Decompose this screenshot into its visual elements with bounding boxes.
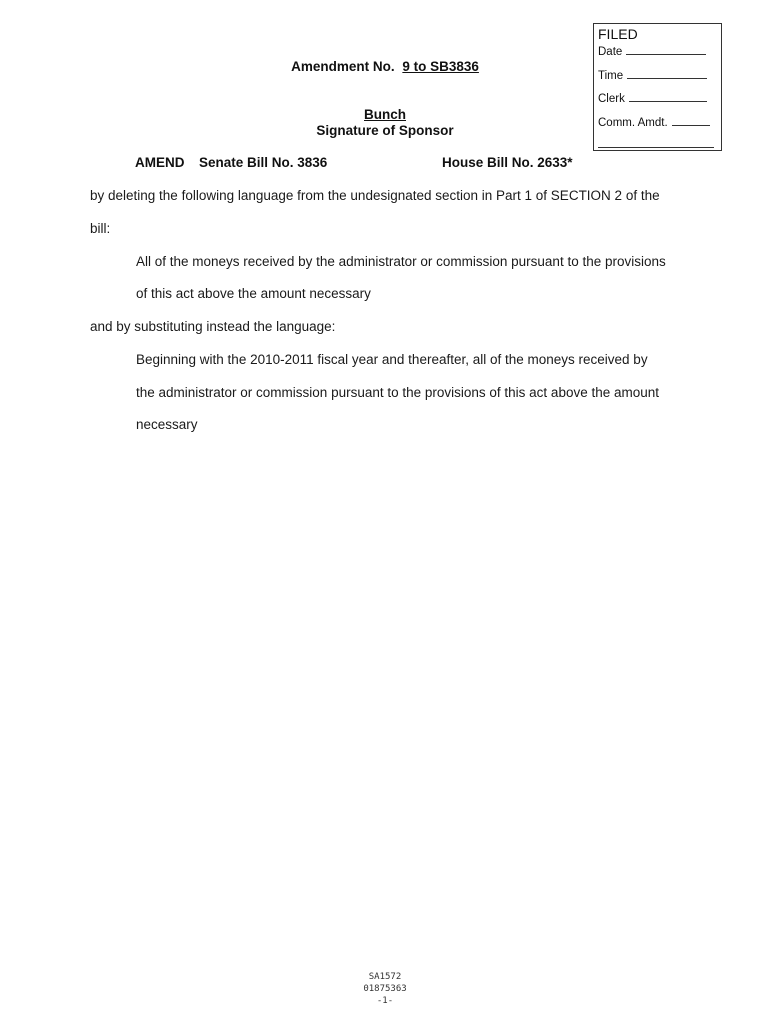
footer-code-1: SA1572	[368, 972, 402, 982]
instruction-line-1: by deleting the following language from the undesignated section in Part 1 of SECTION 2 of the	[90, 188, 660, 203]
amendment-prefix: Amendment No.	[291, 59, 395, 74]
new-text-line-2: the administrator or commission pursuant to the provisions of this act above the amount	[136, 385, 660, 400]
amend-word: AMEND	[135, 155, 185, 170]
filed-clerk-label: Clerk	[598, 93, 625, 105]
instruction-line-2: bill:	[90, 221, 111, 236]
filed-comm-amdt-label: Comm. Amdt.	[598, 117, 668, 129]
sponsor-name: Bunch	[364, 107, 406, 122]
amendment-reference: 9 to SB3836	[402, 59, 479, 74]
footer-code-2: 01875363	[363, 984, 407, 994]
sponsor-label: Signature of Sponsor	[316, 123, 454, 138]
filed-date-label: Date	[598, 46, 623, 58]
substitute-intro-line: and by substituting instead the language:	[90, 319, 336, 334]
deleted-text-line-2: of this act above the amount necessary	[136, 286, 371, 301]
filed-clerk-row	[598, 91, 707, 105]
deleted-text-line-1: All of the moneys received by the administrator or commission pursuant to the provisions	[136, 254, 666, 269]
new-text-line-3: necessary	[136, 417, 198, 432]
new-text-line-1: Beginning with the 2010-2011 fiscal year and thereafter, all of the moneys received by	[136, 352, 648, 367]
house-bill-number: House Bill No. 2633*	[442, 155, 573, 170]
filed-title: FILED	[598, 26, 638, 42]
filed-bottom-blank	[598, 147, 714, 148]
footer-page-number: -1-	[376, 996, 394, 1006]
filed-date-blank	[626, 44, 706, 55]
filed-clerk-blank	[629, 91, 707, 102]
senate-bill-number: Senate Bill No. 3836	[199, 155, 328, 170]
filed-time-label: Time	[598, 70, 624, 82]
filed-date-row	[598, 44, 706, 58]
amendment-number-line	[0, 59, 770, 74]
